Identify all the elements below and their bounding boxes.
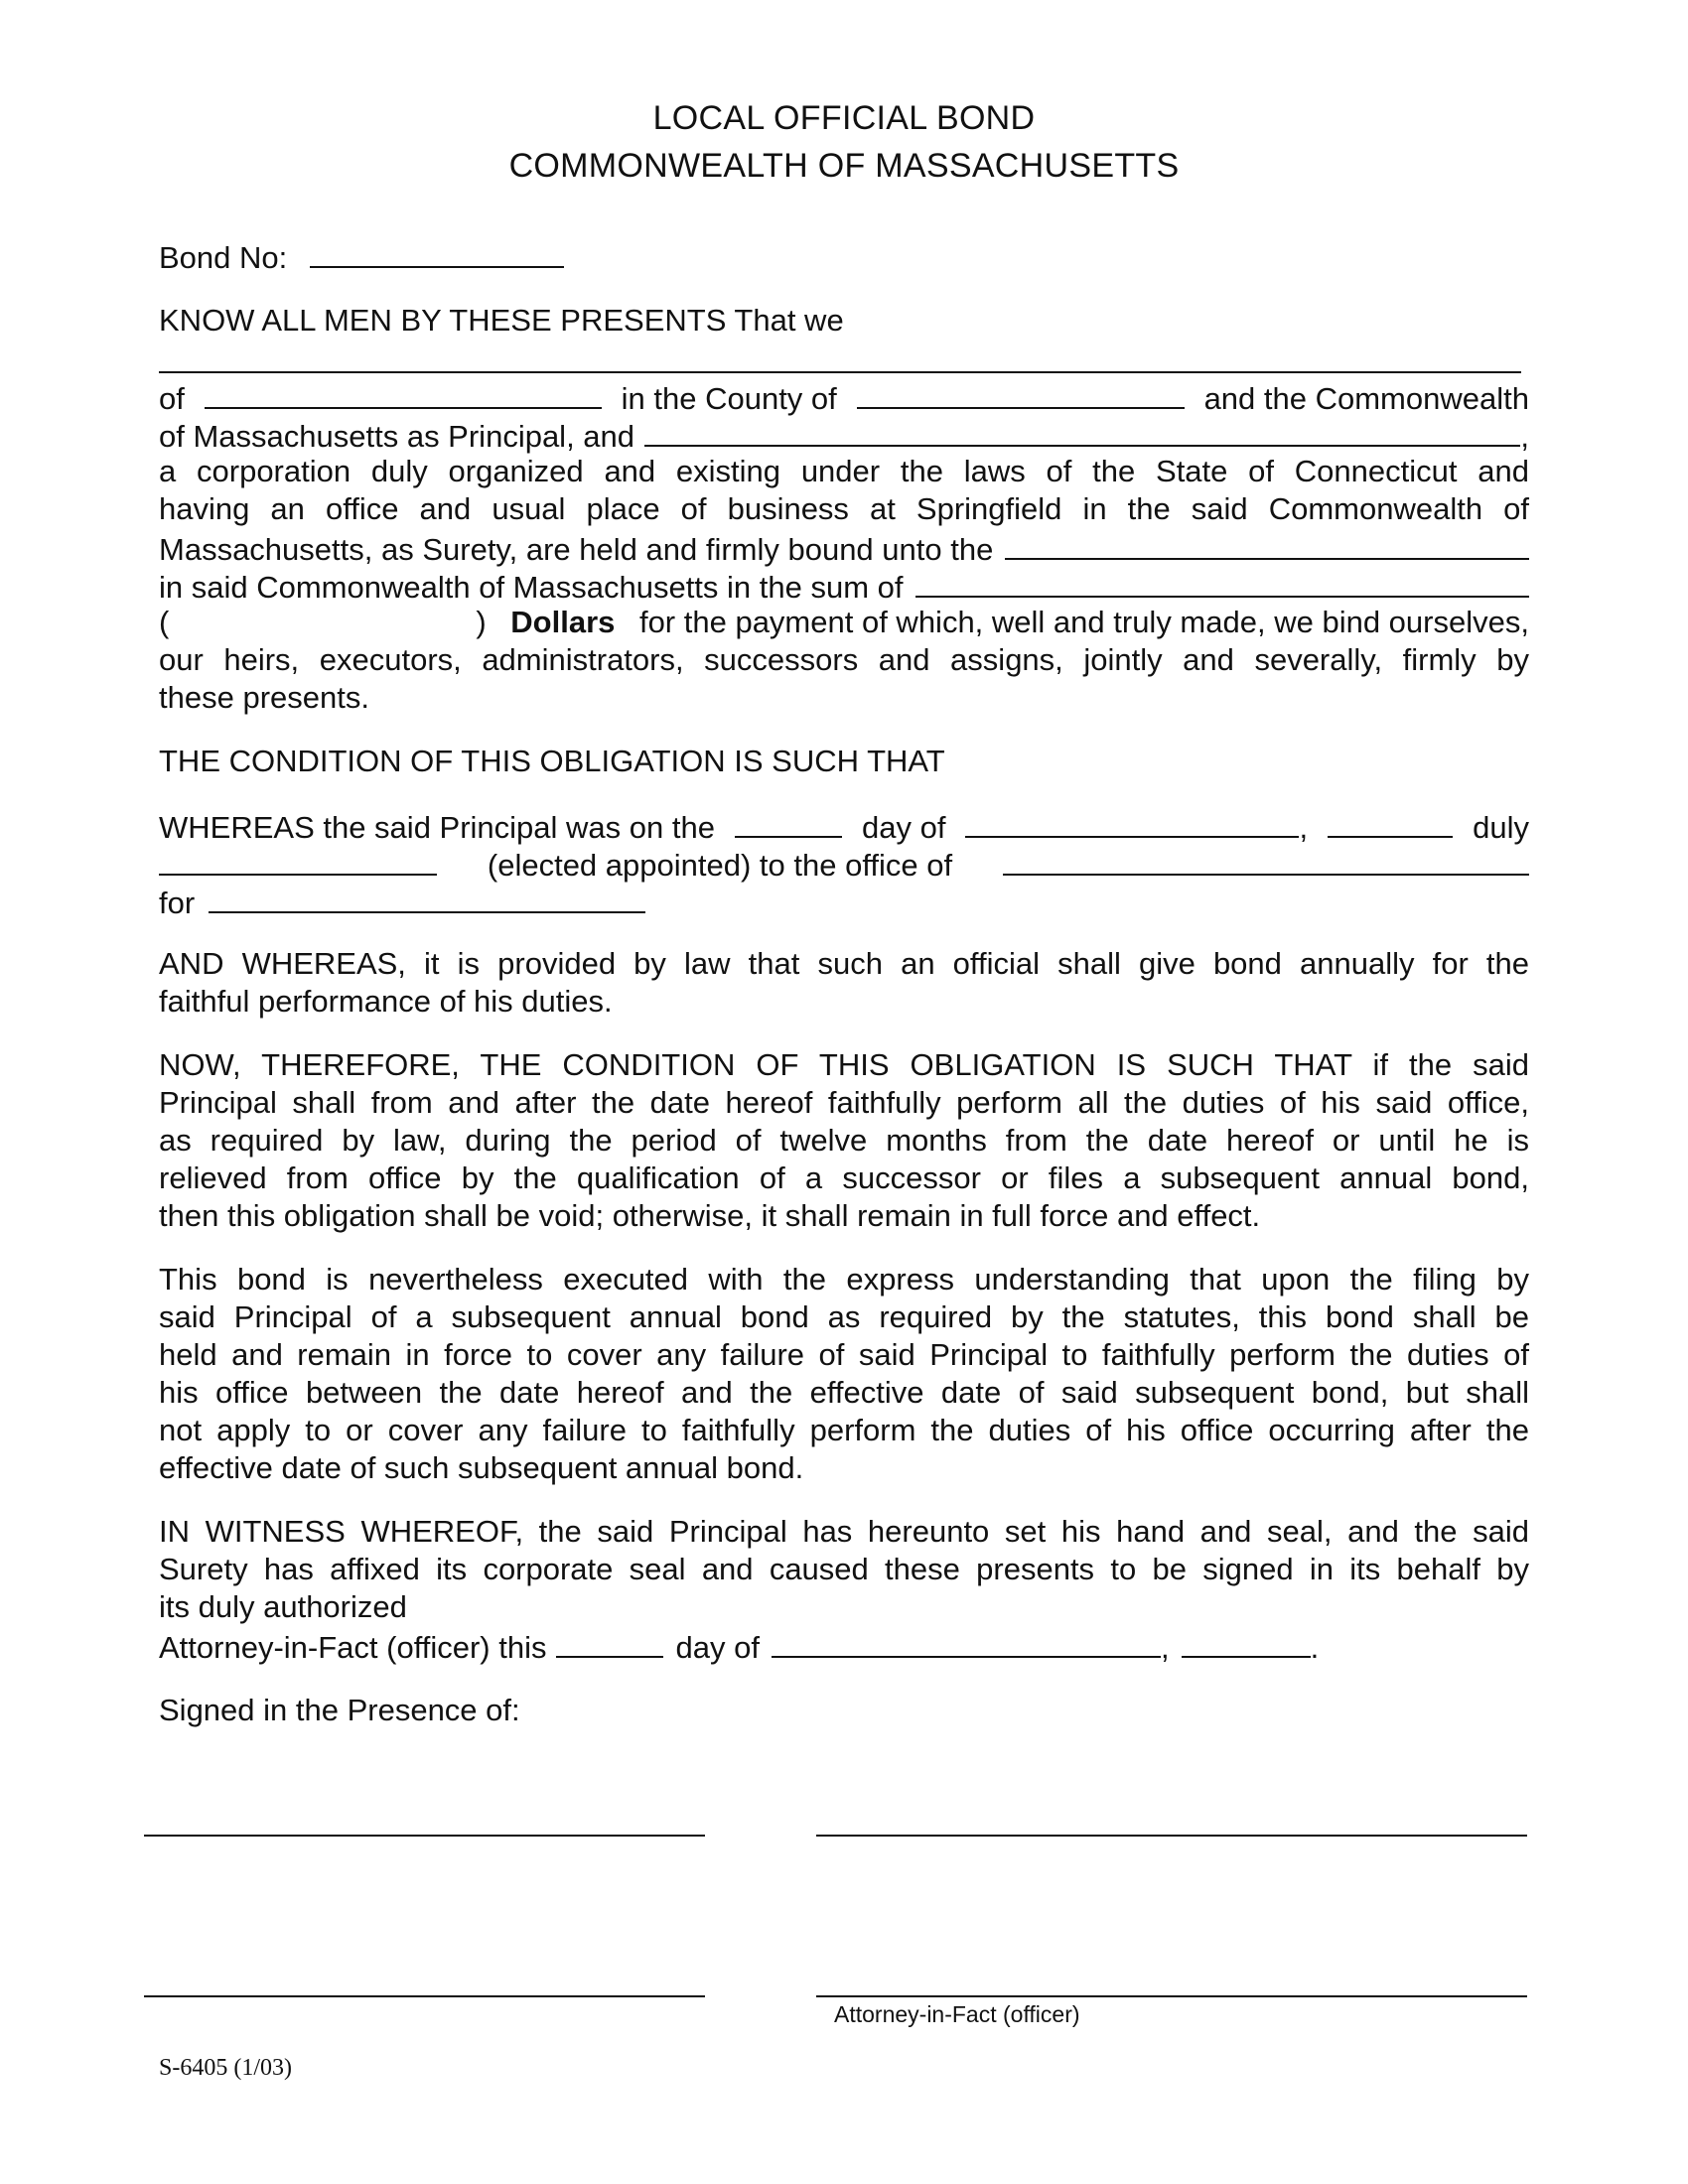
bond-no-field[interactable]: [310, 236, 564, 268]
attorney-caption: Attorney-in-Fact (officer): [834, 2001, 1080, 2027]
paren-open: (: [159, 605, 170, 639]
dollars-row: [159, 604, 1529, 641]
paren-close: ): [476, 605, 487, 639]
whereas-row-3: [159, 882, 1529, 922]
elected-text: (elected appointed) to the office of: [487, 848, 953, 883]
bond-no-label: Bond No:: [159, 240, 288, 275]
whereas-row-1: [159, 806, 1529, 847]
whereas-row-2: [159, 844, 1529, 885]
surety-name-row: [159, 415, 1529, 456]
obligee-field[interactable]: [1005, 528, 1529, 560]
comma: ,: [1160, 1630, 1170, 1665]
sum-row: [159, 566, 1529, 607]
county-field[interactable]: [857, 377, 1185, 409]
of-label: of: [159, 381, 185, 416]
form-subtitle: COMMONWEALTH OF MASSACHUSETTS: [508, 147, 1180, 185]
heirs-line: our heirs, executors, administrators, successors and assigns, jointly and severally, firmly by: [159, 642, 1529, 677]
duly-label: duly: [1473, 810, 1529, 845]
nevertheless-line-2: said Principal of a subsequent annual bond as required by the statutes, this bond shall be: [159, 1299, 1529, 1334]
witness-signature-line-1[interactable]: [144, 1835, 705, 1837]
witness-date-row: [159, 1626, 1529, 1667]
sum-label: in said Commonwealth of Massachusetts in the sum of: [159, 570, 904, 605]
now-therefore-line-1: NOW, THEREFORE, THE CONDITION OF THIS OBLIGATION IS SUCH THAT if the said: [159, 1047, 1529, 1082]
witness-year-field[interactable]: [1182, 1626, 1311, 1658]
witness-day-field[interactable]: [556, 1626, 663, 1658]
witness-line-1: IN WITNESS WHEREOF, the said Principal has hereunto set his hand and seal, and the said: [159, 1514, 1529, 1549]
bond-no-row: [159, 236, 1529, 277]
principal-location-row: [159, 377, 1529, 418]
intro-text: KNOW ALL MEN BY THESE PRESENTS That we: [159, 303, 844, 338]
sum-words-field[interactable]: [915, 566, 1529, 598]
mass-principal-label: of Massachusetts as Principal, and: [159, 419, 635, 454]
witness-dayof: day of: [675, 1630, 760, 1665]
office-field[interactable]: [1003, 844, 1529, 876]
whereas-day-field[interactable]: [735, 806, 842, 838]
principal-signature-line[interactable]: [816, 1835, 1527, 1837]
corp-line-3: Massachusetts, as Surety, are held and firmly bound unto the: [159, 532, 994, 567]
now-therefore-line-2: Principal shall from and after the date hereof faithfully perform all the duties of his said office,: [159, 1085, 1529, 1120]
now-therefore-line-3: as required by law, during the period of twelve months from the date hereof or until he is: [159, 1123, 1529, 1158]
whereas-dayof: day of: [862, 810, 946, 845]
county-label: in the County of: [621, 381, 837, 416]
now-therefore-line-5: then this obligation shall be void; otherwise, it shall remain in full force and effect.: [159, 1198, 1261, 1233]
term-field[interactable]: [209, 882, 645, 913]
dollars-label: Dollars: [510, 605, 616, 639]
nevertheless-line-1: This bond is nevertheless executed with the express understanding that upon the filing by: [159, 1262, 1529, 1297]
nevertheless-line-4: his office between the date hereof and the effective date of said subsequent bond, but shall: [159, 1375, 1529, 1410]
witness-signature-line-2[interactable]: [144, 1995, 705, 1997]
and-whereas-line-2: faithful performance of his duties.: [159, 984, 613, 1019]
surety-name-field[interactable]: [644, 415, 1520, 447]
now-therefore-line-4: relieved from office by the qualification of a successor or files a subsequent annual bond,: [159, 1160, 1529, 1195]
whereas-year-field[interactable]: [1328, 806, 1453, 838]
signed-presence-label: Signed in the Presence of:: [159, 1693, 520, 1727]
payment-text: for the payment of which, well and truly made, we bind ourselves,: [638, 605, 1529, 639]
whereas-text: WHEREAS the said Principal was on the: [159, 810, 715, 845]
corp-line-1: a corporation duly organized and existing under the laws of the State of Connecticut and: [159, 454, 1529, 488]
attorney-signature-line[interactable]: [816, 1995, 1527, 1997]
witness-attorney-text: Attorney-in-Fact (officer) this: [159, 1630, 547, 1665]
form-number: S-6405 (1/03): [159, 2055, 292, 2081]
corp-line-2: having an office and usual place of business at Springfield in the said Commonwealth of: [159, 491, 1529, 526]
witness-month-field[interactable]: [772, 1626, 1161, 1658]
nevertheless-line-6: effective date of such subsequent annual bond.: [159, 1450, 804, 1485]
nevertheless-line-5: not apply to or cover any failure to faithfully perform the duties of his office occurring after the: [159, 1413, 1529, 1447]
witness-line-3: its duly authorized: [159, 1589, 407, 1624]
presents-line: these presents.: [159, 680, 369, 715]
form-title: LOCAL OFFICIAL BOND: [652, 99, 1036, 137]
and-whereas-line-1: AND WHEREAS, it is provided by law that such an official shall give bond annually for the: [159, 946, 1529, 981]
official-name-field[interactable]: [159, 844, 437, 876]
nevertheless-line-3: held and remain in force to cover any failure of said Principal to faithfully perform the duties of: [159, 1337, 1529, 1372]
condition-heading: THE CONDITION OF THIS OBLIGATION IS SUCH THAT: [159, 744, 945, 778]
comma: ,: [1520, 419, 1529, 454]
commonwealth-label: and the Commonwealth: [1203, 381, 1529, 416]
witness-line-2: Surety has affixed its corporate seal and caused these presents to be signed in its behalf by: [159, 1552, 1529, 1586]
comma: ,: [1299, 810, 1309, 845]
period: .: [1310, 1630, 1320, 1665]
obligee-row: [159, 528, 1529, 569]
for-label: for: [159, 886, 196, 920]
principal-town-field[interactable]: [205, 377, 602, 409]
whereas-month-field[interactable]: [965, 806, 1299, 838]
principal-name-field[interactable]: [159, 371, 1521, 373]
